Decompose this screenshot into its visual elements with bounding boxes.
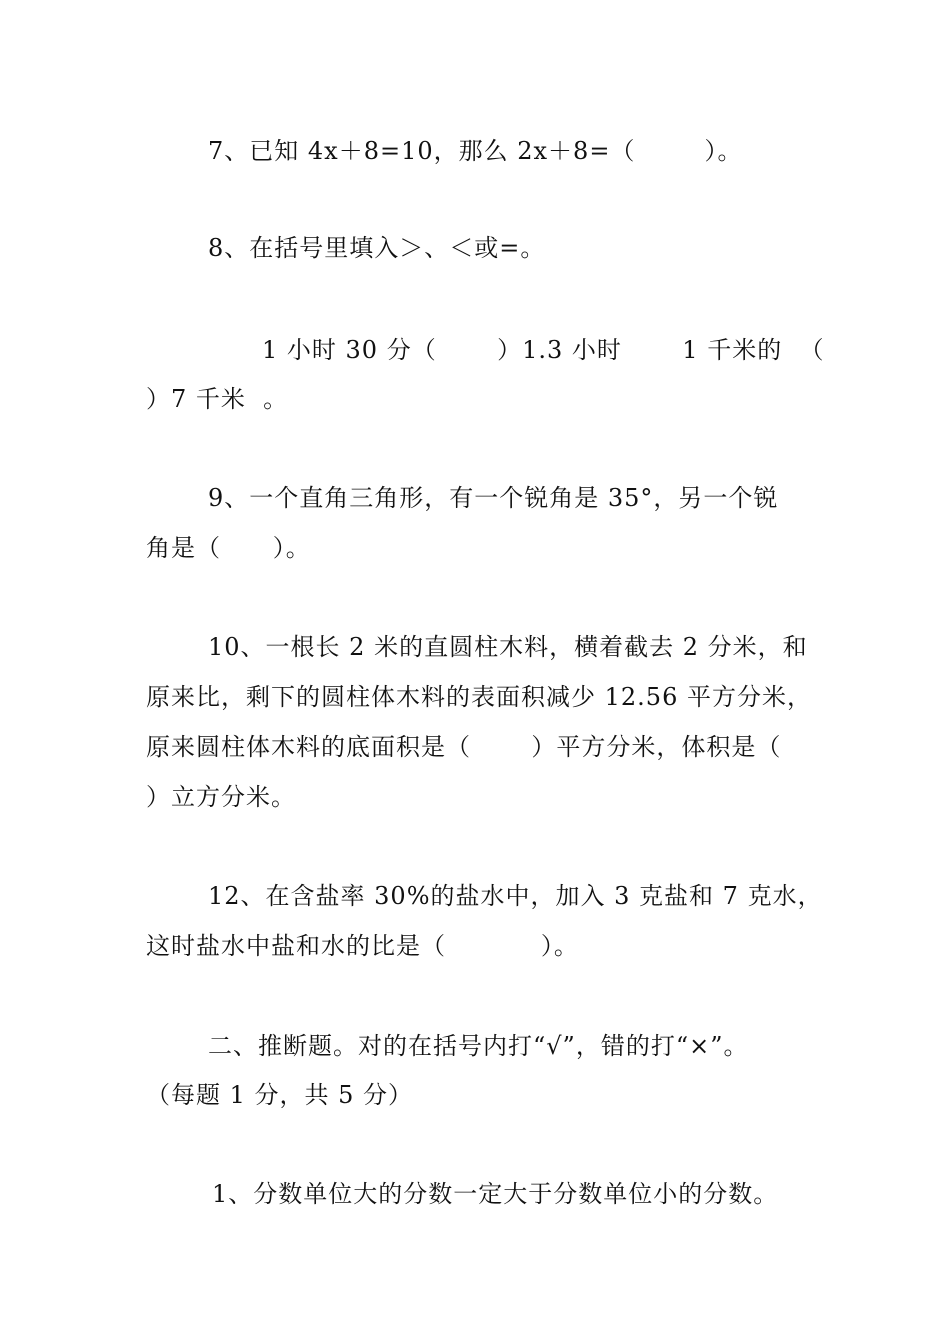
question-9-line-1: 9、一个直角三角形，有一个锐角是 35°，另一个锐 <box>208 484 779 512</box>
question-8-comparison-line-1: 1 小时 30 分（ ）1.3 小时 1 千米的 （ <box>262 336 825 364</box>
question-10-line-2: 原来比，剩下的圆柱体木料的表面积减少 12.56 平方分米， <box>146 683 812 711</box>
question-10-line-4: ）立方分米。 <box>146 783 296 811</box>
question-10-line-1: 10、一根长 2 米的直圆柱木料，横着截去 2 分米，和 <box>208 633 808 661</box>
question-12-line-1: 12、在含盐率 30%的盐水中，加入 3 克盐和 7 克水， <box>208 882 823 910</box>
question-8: 8、在括号里填入＞、＜或=。 <box>208 234 546 262</box>
question-12-line-2: 这时盐水中盐和水的比是（ ）。 <box>146 932 579 960</box>
section-2-scoring-note: （每题 1 分，共 5 分） <box>146 1081 414 1109</box>
question-9-line-2: 角是（ ）。 <box>146 534 311 562</box>
section-2-heading: 二、推断题。对的在括号内打“√”，错的打“×”。 <box>208 1032 749 1060</box>
judgment-question-1: 1、分数单位大的分数一定大于分数单位小的分数。 <box>212 1180 779 1208</box>
question-7: 7、已知 4x＋8=10，那么 2x＋8=（ ）。 <box>208 137 743 165</box>
question-8-comparison-line-2: ）7 千米 。 <box>146 385 289 413</box>
question-10-line-3: 原来圆柱体木料的底面积是（ ）平方分米，体积是（ <box>146 733 782 761</box>
